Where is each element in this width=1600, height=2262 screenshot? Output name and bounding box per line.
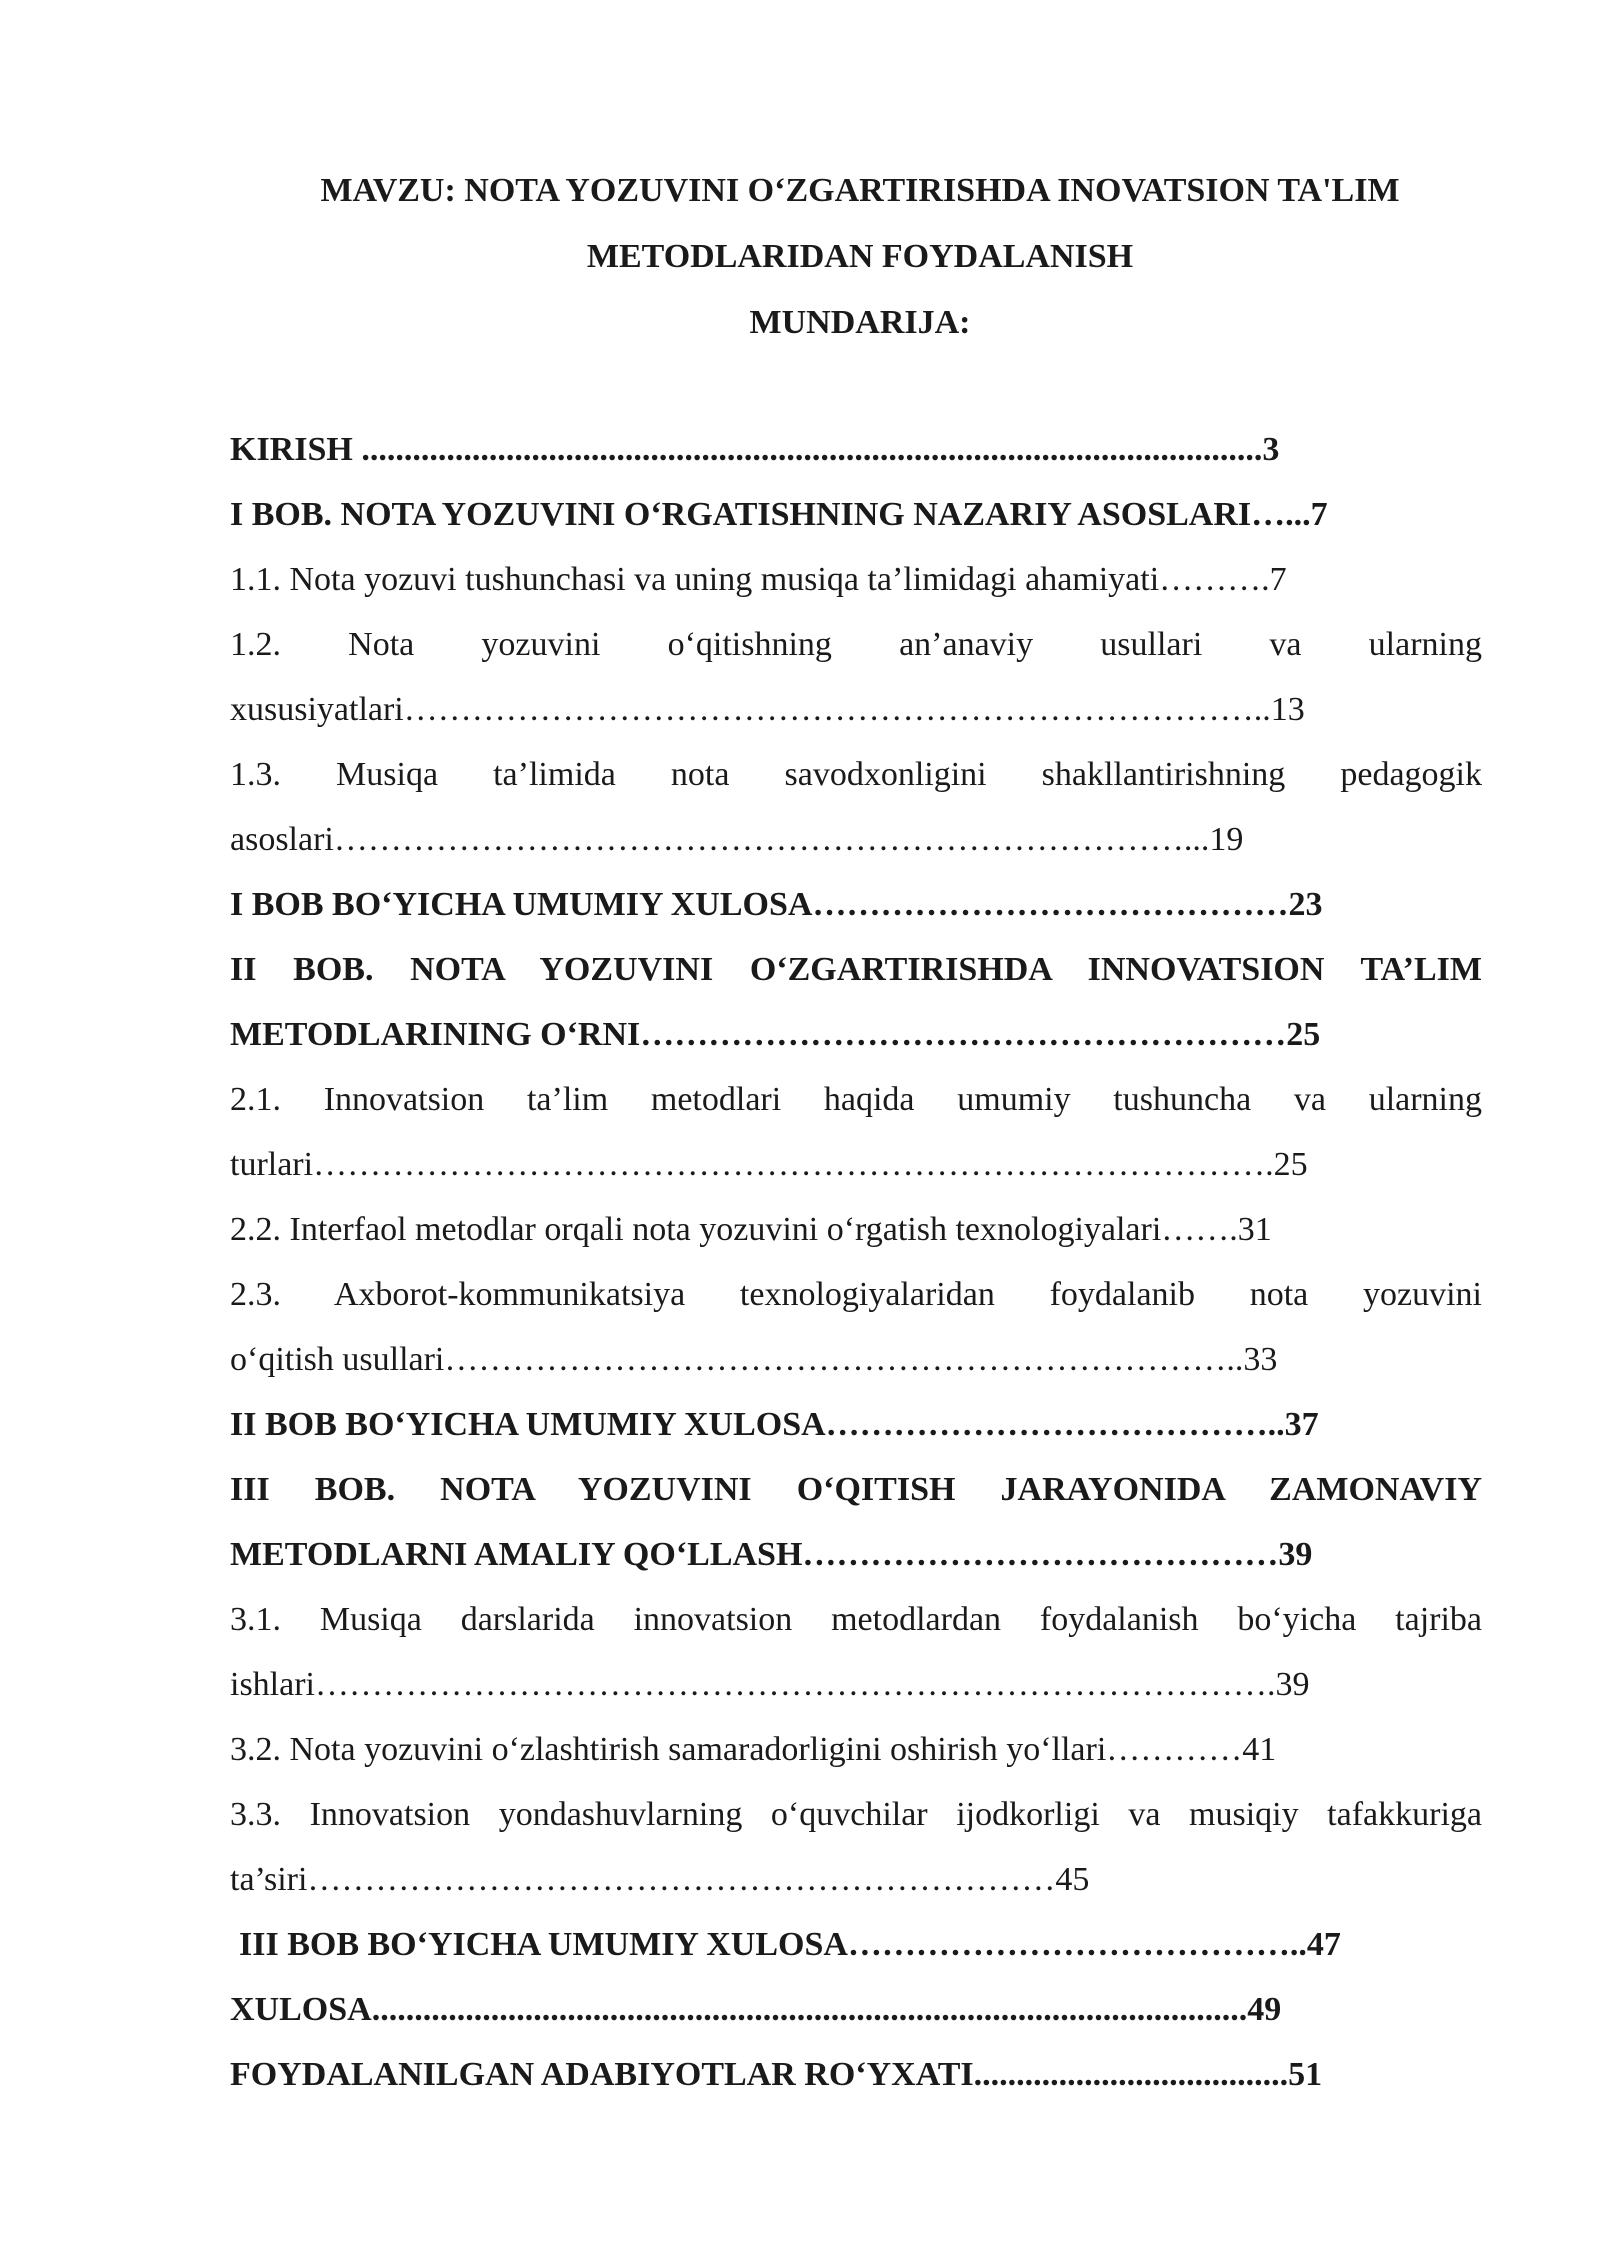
toc-entry-chapter-3: III BOB. NOTA YOZUVINI O‘QITISH JARAYONIDA ZAMONAVIY bbox=[230, 1471, 1482, 1508]
toc-entry-chapter-2: II BOB. NOTA YOZUVINI O‘ZGARTIRISHDA INNOVATSION TA’LIM bbox=[230, 951, 1482, 988]
toc-entry-1-3: 1.3. Musiqa ta’limida nota savodxonligini shakllantirishning pedagogik bbox=[230, 756, 1482, 793]
toc-entry-2-3-continued: o‘qitish usullari……………………………………………………………..33 bbox=[230, 1341, 1278, 1378]
toc-entry-3-1-continued: ishlari………………………………………………………………………….39 bbox=[230, 1666, 1310, 1703]
topic-title-line-2: METODLARIDAN FOYDALANISH bbox=[586, 238, 1134, 275]
toc-entry-1-3-continued: asoslari…………………………………………………………………...19 bbox=[230, 821, 1244, 858]
toc-entry-1-1: 1.1. Nota yozuvi tushunchasi va uning musiqa ta’limidagi ahamiyati……….7 bbox=[230, 561, 1287, 598]
topic-title-line-1: MAVZU: NOTA YOZUVINI O‘ZGARTIRISHDA INOVATSION TA'LIM bbox=[320, 172, 1400, 209]
toc-entry-chapter-3-continued: METODLARNI AMALIY QO‘LLASH……………………………………39 bbox=[230, 1536, 1313, 1573]
toc-entry-3-3-continued: ta’siri…………………………………………………………45 bbox=[230, 1861, 1090, 1898]
toc-entry-3-3: 3.3. Innovatsion yondashuvlarning o‘quvchilar ijodkorligi va musiqiy tafakkuriga bbox=[230, 1796, 1482, 1833]
toc-entry-chapter-3-summary: III BOB BO‘YICHA UMUMIY XULOSA…………………………………..47 bbox=[239, 1926, 1341, 1963]
toc-entry-kirish: KIRISH ..........................................................................................................3 bbox=[230, 431, 1280, 468]
toc-entry-1-2-continued: xususiyatlari…………………………………………………………………..13 bbox=[230, 691, 1305, 728]
contents-heading: MUNDARIJA: bbox=[749, 304, 971, 341]
toc-entry-references: FOYDALANILGAN ADABIYOTLAR RO‘YXATI.....................................51 bbox=[230, 2056, 1323, 2093]
toc-entry-xulosa: XULOSA.......................................................................................................49 bbox=[230, 1991, 1282, 2028]
toc-entry-2-1: 2.1. Innovatsion ta’lim metodlari haqida umumiy tushuncha va ularning bbox=[230, 1081, 1482, 1118]
toc-entry-2-2: 2.2. Interfaol metodlar orqali nota yozuvini o‘rgatish texnologiyalari…….31 bbox=[230, 1211, 1272, 1248]
toc-entry-2-3: 2.3. Axborot-kommunikatsiya texnologiyalaridan foydalanib nota yozuvini bbox=[230, 1276, 1482, 1313]
toc-entry-3-2: 3.2. Nota yozuvini o‘zlashtirish samaradorligini oshirish yo‘llari…………41 bbox=[230, 1731, 1277, 1768]
toc-entry-chapter-2-summary: II BOB BO‘YICHA UMUMIY XULOSA…………………………………..37 bbox=[230, 1406, 1319, 1443]
table-of-contents bbox=[230, 417, 1482, 2107]
toc-entry-chapter-2-continued: METODLARINING O‘RNI…………………………………………………25 bbox=[230, 1016, 1321, 1053]
toc-entry-chapter-1: I BOB. NOTA YOZUVINI O‘RGATISHNING NAZARIY ASOSLARI…...7 bbox=[230, 496, 1328, 533]
toc-entry-2-1-continued: turlari………………………………………………………………………….25 bbox=[230, 1146, 1308, 1183]
toc-entry-chapter-1-summary: I BOB BO‘YICHA UMUMIY XULOSA……………………………………23 bbox=[230, 886, 1323, 923]
toc-entry-3-1: 3.1. Musiqa darslarida innovatsion metodlardan foydalanish bo‘yicha tajriba bbox=[230, 1601, 1482, 1638]
title-block bbox=[180, 158, 1540, 356]
toc-entry-1-2: 1.2. Nota yozuvini o‘qitishning an’anaviy usullari va ularning bbox=[230, 626, 1482, 663]
